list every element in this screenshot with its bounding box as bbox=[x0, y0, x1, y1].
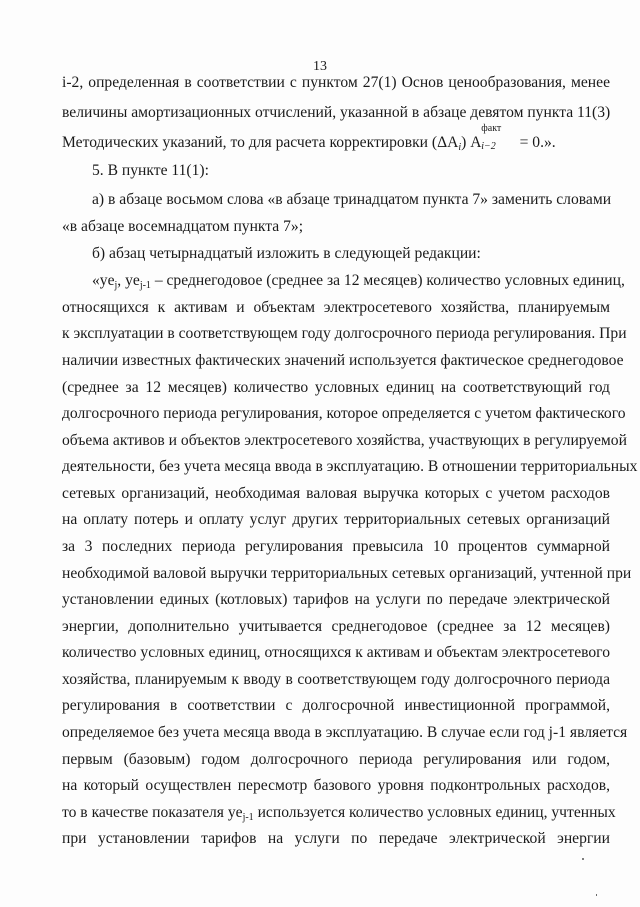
text-line: наличии известных фактических значений используется фактическое среднегодовое bbox=[62, 352, 624, 369]
text-line: «yej, yej-1 – среднегодовое (среднее за 12 месяцев) количество условных единиц, bbox=[92, 272, 625, 291]
scan-speck bbox=[582, 858, 584, 860]
text-line: необходимой валовой выручки территориальных сетевых организаций, учтенной при bbox=[62, 565, 632, 582]
text-line: то в качестве показателя yej-1 используется количество условных единиц, учтенных bbox=[62, 804, 616, 823]
text-line: энергии, дополнительно учитывается среднегодовое (среднее за 12 месяцев) bbox=[62, 618, 610, 635]
text-line: б) абзац четырнадцатый изложить в следующей редакции: bbox=[92, 245, 481, 262]
text-line: к эксплуатации в соответствующем году долгосрочного периода регулирования. При bbox=[62, 325, 627, 342]
text-line: хозяйства, планируемым к вводу в соответствующем году долгосрочного периода bbox=[62, 671, 610, 688]
text-line: а) в абзаце восьмом слова «в абзаце тринадцатом пункта 7» заменить словами bbox=[92, 191, 612, 208]
item-heading: 5. В пункте 11(1): bbox=[92, 162, 209, 179]
text-line: на который осуществлен пересмотр базового уровня подконтрольных расходов, bbox=[62, 777, 610, 794]
formula-subscript: i−2 bbox=[481, 141, 496, 152]
delta-symbol: (ΔAi) bbox=[431, 134, 467, 153]
text-line: первым (базовым) годом долгосрочного периода регулирования или годом, bbox=[62, 751, 610, 768]
formula-a-fact bbox=[470, 123, 519, 153]
scan-speck bbox=[596, 894, 597, 896]
text-line: количество условных единиц, относящихся к активам и объектам электросетевого bbox=[62, 644, 610, 661]
formula-superscript: факт bbox=[481, 123, 502, 134]
text-line: за 3 последних периода регулирования превысила 10 процентов суммарной bbox=[62, 538, 610, 555]
page-number: 13 bbox=[313, 59, 327, 74]
text-line: «в абзаце восемнадцатом пункта 7»; bbox=[62, 218, 304, 235]
text-line-formula bbox=[62, 123, 610, 158]
text-line: величины амортизационных отчислений, указанной в абзаце девятом пункта 11(3) bbox=[62, 104, 611, 121]
text-line: сетевых организаций, необходимая валовая выручка которых с учетом расходов bbox=[62, 485, 610, 502]
text-line: (среднее за 12 месяцев) количество условных единиц на соответствующий год bbox=[62, 379, 610, 396]
text-line: деятельности, без учета месяца ввода в эксплуатацию. В отношении территориальных bbox=[62, 458, 638, 475]
text-fragment: Методических указаний, то для расчета корректировки bbox=[62, 134, 428, 151]
text-line: относящихся к активам и объектам электросетевого хозяйства, планируемым bbox=[62, 299, 610, 316]
text-line: i-2, определенная в соответствии с пунктом 27(1) Основ ценообразования, менее bbox=[62, 74, 610, 91]
formula-end: = 0.». bbox=[519, 134, 556, 151]
text-line: объема активов и объектов электросетевого хозяйства, участвующих в регулируемой bbox=[62, 432, 627, 449]
text-line: долгосрочного периода регулирования, которое определяется с учетом фактического bbox=[62, 405, 626, 422]
formula-base: A bbox=[470, 134, 481, 151]
text-line: на оплату потерь и оплату услуг других территориальных сетевых организаций bbox=[62, 511, 610, 528]
text-line: определяемое без учета месяца ввода в эксплуатацию. В случае если год j-1 является bbox=[62, 724, 628, 741]
text-line: при установлении тарифов на услуги по передаче электрической энергии bbox=[62, 830, 610, 847]
text-line: установлении единых (котловых) тарифов на услуги по передаче электрической bbox=[62, 591, 610, 608]
text-line: регулирования в соответствии с долгосрочной инвестиционной программой, bbox=[62, 697, 610, 714]
